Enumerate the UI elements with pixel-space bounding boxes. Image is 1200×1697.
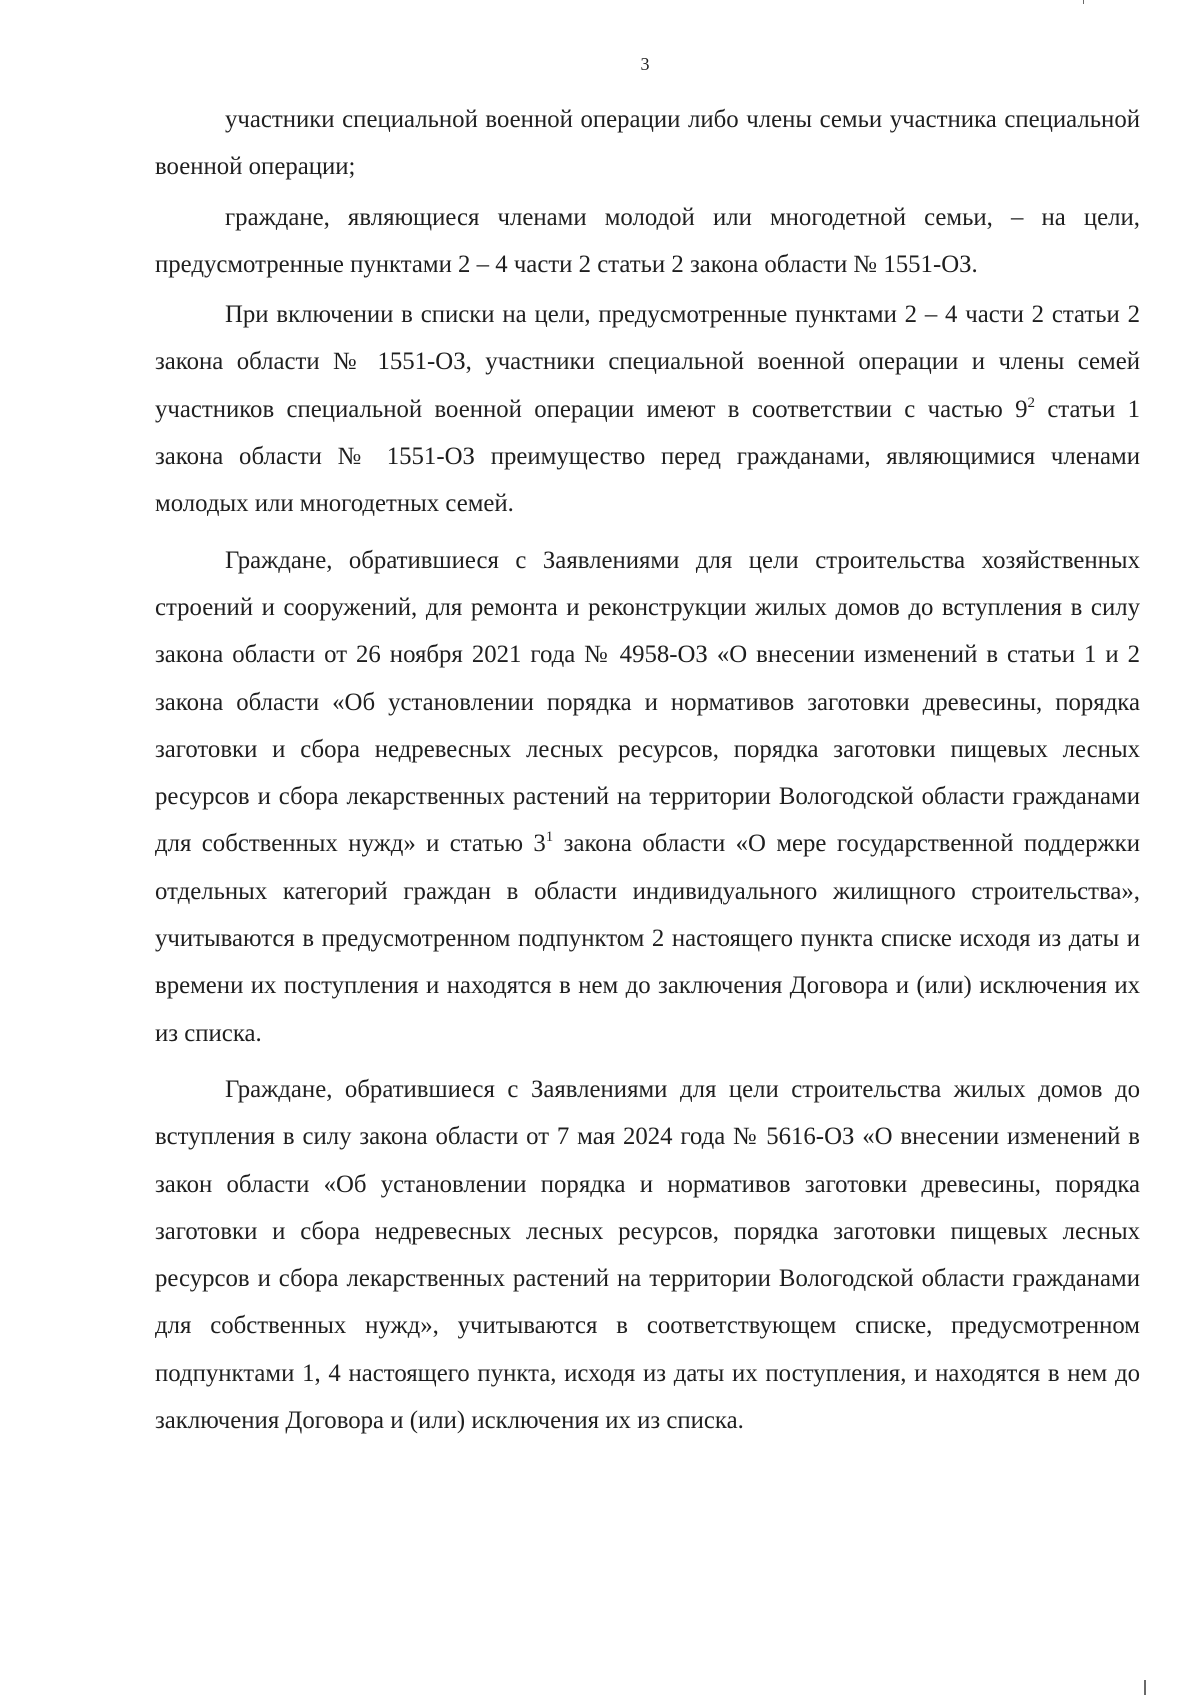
superscript: 2 [1027,394,1036,411]
superscript: 1 [545,829,554,846]
paragraph-5: Граждане, обратившиеся с Заявлениями для цели строительства жилых домов до вступления в силу закона области от 7 мая 2024 года № 5616-ОЗ «О внесении изменений в закон области «Об установлении порядка и нормативов заготовки древесины, порядка заготовки и сбора недревесных лесных ресурсов, порядка заготовки пищевых лесных ресурсов и сбора лекарственных растений на территории Вологодской области гражданами для собственных нужд», учитываются в соответствующем списке, предусмотренном подпунктами 1, 4 настоящего пункта, исходя из даты их поступления, и находятся в нем до заключения Договора и (или) исключения их из списка. [155,1075,1140,1435]
paragraph-1: участники специальной военной операции либо члены семьи участника специальной военной операции; [155,106,1140,181]
page-number: 3 [640,54,650,74]
paragraph-4-text-end: закона области «О мере государственной поддержки отдельных категорий граждан в области индивидуального жилищного строительства», учитываются в предусмотренном подпунктом 2 настоящего пункта списке исходя из даты и времени их поступления и находятся в нем до заключения Договора и (или) исключения их из списка. [155,830,1140,1047]
paragraph-4-text: Граждане, обратившиеся с Заявлениями для цели строительства хозяйственных строений и сооружений, для ремонта и реконструкции жилых домов до вступления в силу закона области от 26 ноября 2021 года № 4958-ОЗ «О внесении изменений в статьи 1 и 2 закона области «Об установлении порядка и нормативов заготовки древесины, порядка заготовки и сбора недревесных лесных ресурсов, порядка заготовки пищевых лесных ресурсов и сбора лекарственных растений на территории Вологодской области гражданами для собственных нужд» и статью 3 [155,546,1140,858]
paragraph-3-text: При включении в списки на цели, предусмотренные пунктами 2 – 4 части 2 статьи 2 закона области № 1551-ОЗ, участники специальной военной операции и члены семей участников специальной военной операции имеют в соответствии с частью 9 [155,301,1140,423]
scan-mark [1144,1680,1146,1695]
paragraph-4 [155,537,1140,1057]
paragraph-3 [155,291,1140,527]
paragraph-3-text-end: статьи 1 закона области № 1551-ОЗ преимущество перед гражданами, являющимися членами молодых или многодетных семей. [155,395,1140,518]
scan-mark [1083,0,1084,4]
document-body [155,96,1140,1444]
paragraph-2: граждане, являющиеся членами молодой или многодетной семьи, – на цели, предусмотренные пунктами 2 – 4 части 2 статьи 2 закона области № 1551-ОЗ. [155,203,1140,278]
